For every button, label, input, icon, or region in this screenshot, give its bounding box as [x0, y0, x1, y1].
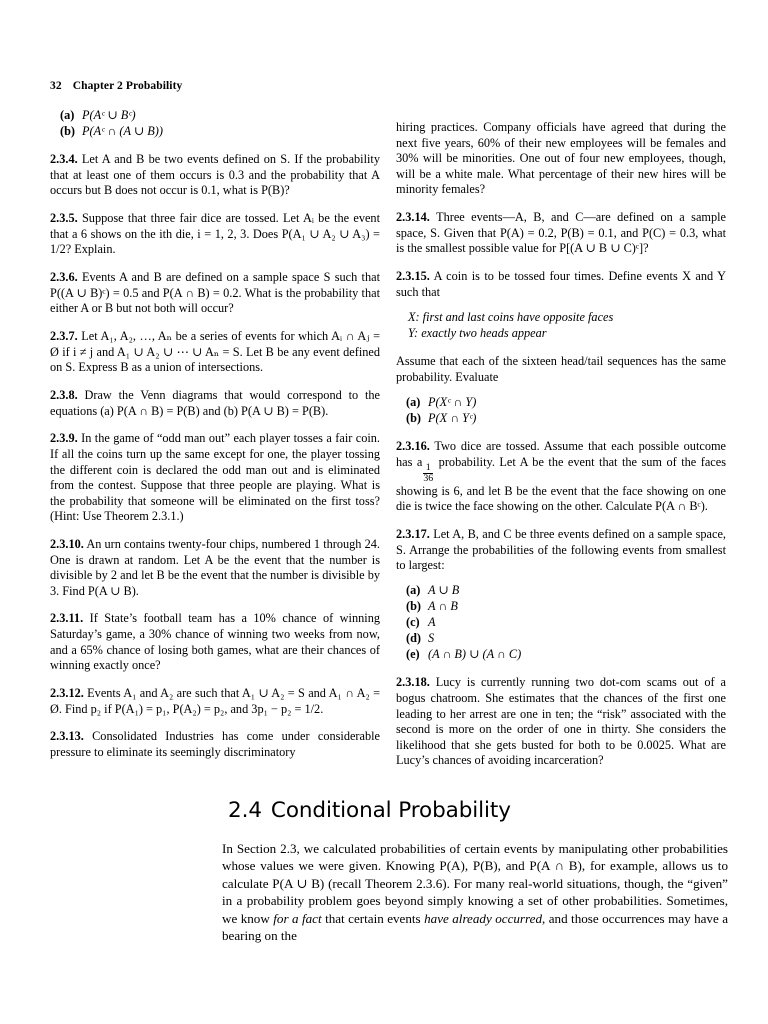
- list-item: [396, 647, 726, 663]
- fraction-numerator: 1: [425, 461, 431, 473]
- item-body: P(X ∩ Yᶜ): [428, 410, 477, 425]
- problem-text-after-fraction: probability. Let A be the event that the sum of the faces showing is 6, and let B be the event that the face showing on one die is twice the face showing on the other. Calculate P(A ∩ Bᶜ).: [396, 454, 726, 514]
- problem-text: Draw the Venn diagrams that would correspond to the equations (a) P(A ∩ B) = P(B) and (b) P(A ∪ B) = P(B).: [50, 388, 380, 418]
- problem-text: Let A₁, A₂, …, Aₙ be a series of events for which Aᵢ ∩ Aⱼ = Ø if i ≠ j and A₁ ∪ A₂ ∪ ⋯ ∪ Aₙ = S. Let B be any event defined on S. Express B as a union of intersections.: [50, 329, 381, 375]
- problem-number: 2.3.11.: [50, 611, 84, 626]
- chapter-label: Chapter 2 Probability: [72, 80, 183, 92]
- list-item: [396, 395, 726, 411]
- right-column: [396, 108, 726, 769]
- paragraph-part-2: that certain events: [325, 910, 421, 926]
- paragraph-part-3: , and those occurrences may have a bearing on the: [222, 910, 729, 944]
- problem-text: Lucy is currently running two dot-com scams out of a bogus chatroom. She estimates that the chances of the first one leading to her arrest are one in ten; the “risk” associated with the second is more on the order of one in thirty. She considers the likelihood that she gets busted for both to be 0.0025. What are Lucy’s chances of avoiding incarceration?: [396, 675, 726, 768]
- running-head: [50, 80, 182, 92]
- item-tag: (c): [406, 615, 420, 630]
- paragraph-part-1: In Section 2.3, we calculated probabilities of certain events by manipulating other probabilities whose values we were given. Knowing P(A), P(B), and P(A ∩ B), for example, allows us to calculate P(A ∪ B) (recall Theorem 2.3.6). For many real-world situations, though, the “given” in a probability problem goes beyond simply knowing a set of other probabilities. Sometimes, we know: [222, 841, 728, 926]
- problem-text: Events A and B are defined on a sample space S such that P((A ∪ B)ᶜ) = 0.5 and P(A ∩ B) = 0.2. What is the probability that either A or B but not both will occur?: [50, 270, 380, 316]
- problem-2-3-13: [50, 729, 380, 760]
- event-definition-x: X: first and last coins have opposite faces: [408, 309, 614, 324]
- item-tag: (b): [60, 123, 76, 138]
- problem-2-3-5: [50, 211, 380, 258]
- problem-2-3-12: [50, 686, 380, 717]
- continued-answer-list: [50, 108, 380, 140]
- item-body: P(Aᶜ ∪ Bᶜ): [82, 108, 136, 122]
- problem-number: 2.3.5.: [50, 211, 78, 226]
- problem-number: 2.3.10.: [50, 536, 84, 551]
- problem-text: A coin is to be tossed four times. Define events X and Y such that: [396, 269, 726, 299]
- two-column-exercise-area: [50, 108, 726, 768]
- event-definition-y: Y: exactly two heads appear: [408, 325, 547, 340]
- problem-number: 2.3.14.: [396, 210, 430, 225]
- item-tag: (a): [406, 394, 421, 409]
- list-item: [396, 631, 726, 647]
- list-item: [396, 583, 726, 599]
- problem-number: 2.3.12.: [50, 685, 84, 700]
- problem-number: 2.3.6.: [50, 270, 78, 285]
- section-heading: [228, 798, 728, 823]
- italic-phrase-for-a-fact: for a fact: [273, 910, 322, 926]
- item-tag: (a): [406, 583, 421, 598]
- problem-text: An urn contains twenty-four chips, numbered 1 through 24. One is drawn at random. Let A be the event that the number is divisible by 2 and let B be the event that the number is divisible by 3. Find P(A ∪ B).: [50, 536, 380, 598]
- problem-number: 2.3.9.: [50, 431, 78, 446]
- fraction-one-thirty-sixth: [423, 463, 433, 484]
- item-tag: (b): [406, 410, 422, 425]
- problem-2-3-4: [50, 152, 380, 199]
- problem-text: Three events—A, B, and C—are defined on a sample space, S. Given that P(A) = 0.2, P(B) = 0.1, and P(C) = 0.3, what is the smallest possible value for P[(A ∪ B ∪ C)ᶜ]?: [396, 210, 726, 256]
- problem-text: Let A, B, and C be three events defined on a sample space, S. Arrange the probabilities of the following events from smallest to largest:: [396, 527, 726, 573]
- problem-number: 2.3.18.: [396, 675, 430, 690]
- list-item: [396, 599, 726, 615]
- item-body: (A ∩ B) ∪ (A ∩ C): [428, 647, 522, 662]
- problem-2-3-10: [50, 537, 380, 599]
- item-tag: (b): [406, 599, 422, 614]
- problem-text: Events A₁ and A₂ are such that A₁ ∪ A₂ = S and A₁ ∩ A₂ = Ø. Find p₂ if P(A₁) = p₁, P(A₂) = p₂, and 3p₁ − p₂ = 1/2.: [50, 685, 381, 716]
- item-tag: (a): [60, 108, 75, 122]
- section-intro-paragraph: [222, 840, 728, 945]
- problem-2-3-8: [50, 388, 380, 419]
- item-body: P(Aᶜ ∩ (A ∪ B)): [82, 123, 163, 138]
- problem-number: 2.3.4.: [50, 152, 78, 167]
- ordering-list: [396, 583, 726, 663]
- left-column: [50, 108, 380, 760]
- problem-2-3-18: [396, 675, 726, 768]
- page-number: 32: [50, 80, 62, 92]
- problem-text: If State’s football team has a 10% chance of winning Saturday’s game, a 30% chance of winning two weeks from now, and a 65% chance of losing both games, what are their chances of winning exactly once?: [50, 611, 380, 673]
- item-tag: (d): [406, 631, 422, 646]
- list-item: [396, 411, 726, 427]
- assume-instruction: Assume that each of the sixteen head/tail sequences has the same probability. Evaluate: [396, 354, 726, 384]
- italic-phrase-have-already-occurred: have already occurred: [424, 910, 542, 926]
- problem-2-3-11: [50, 611, 380, 673]
- continued-paragraph-2-3-13: hiring practices. Company officials have agreed that during the next five years, 60% of their new employees will be females and 30% will be minorities. One out of four new employees, though, will be a white male. What percentage of their new hires will be minority females?: [396, 120, 726, 197]
- problem-2-3-14: [396, 210, 726, 257]
- problem-number: 2.3.16.: [396, 438, 430, 453]
- problem-text-before-fraction: Two dice are tossed. Assume that each possible outcome has a: [396, 438, 726, 469]
- item-body: A: [428, 615, 436, 630]
- problem-number: 2.3.7.: [50, 329, 78, 344]
- problem-text: In the game of “odd man out” each player tosses a fair coin. If all the coins turn up the same except for one, the player tossing the different coin is declared the odd man out and is eliminated from the contest. Suppose that three people are playing. What is the probability that someone will be eliminated on the first toss? (Hint: Use Theorem 2.3.1.): [50, 431, 381, 524]
- item-body: S: [428, 631, 435, 646]
- problem-number: 2.3.13.: [50, 729, 84, 744]
- section-2-4: [222, 798, 729, 958]
- section-title-text: Conditional Probability: [270, 798, 511, 823]
- problem-2-3-6: [50, 270, 380, 317]
- problem-number: 2.3.17.: [396, 527, 430, 542]
- item-tag: (e): [406, 647, 420, 662]
- event-definitions: [396, 310, 726, 342]
- problem-2-3-7: [50, 329, 380, 376]
- item-body: A ∪ B: [428, 583, 460, 598]
- problem-2-3-9: [50, 431, 380, 524]
- problem-2-3-16: [396, 439, 726, 515]
- list-item: [50, 108, 380, 124]
- problem-number: 2.3.15.: [396, 269, 430, 284]
- problem-number: 2.3.8.: [50, 388, 78, 403]
- problem-2-3-17: [396, 527, 726, 574]
- item-body: P(Xᶜ ∩ Y): [428, 394, 477, 409]
- list-item: [50, 124, 380, 140]
- problem-text: Consolidated Industries has come under considerable pressure to eliminate its seemingly discriminatory: [50, 729, 381, 759]
- fraction-denominator: 36: [423, 472, 434, 484]
- problem-2-3-15: [396, 269, 726, 300]
- problem-text: Suppose that three fair dice are tossed. Let Aᵢ be the event that a 6 shows on the ith die, i = 1, 2, 3. Does P(A₁ ∪ A₂ ∪ A₃) = 1/2? Explain.: [50, 211, 380, 257]
- evaluate-list: [396, 395, 726, 427]
- section-number: 2.4: [228, 798, 262, 823]
- item-body: A ∩ B: [428, 599, 458, 614]
- problem-text: Let A and B be two events defined on S. If the probability that at least one of them occurs is 0.3 and the probability that A occurs but B does not occur is 0.1, what is P(B)?: [50, 152, 380, 198]
- list-item: [396, 615, 726, 631]
